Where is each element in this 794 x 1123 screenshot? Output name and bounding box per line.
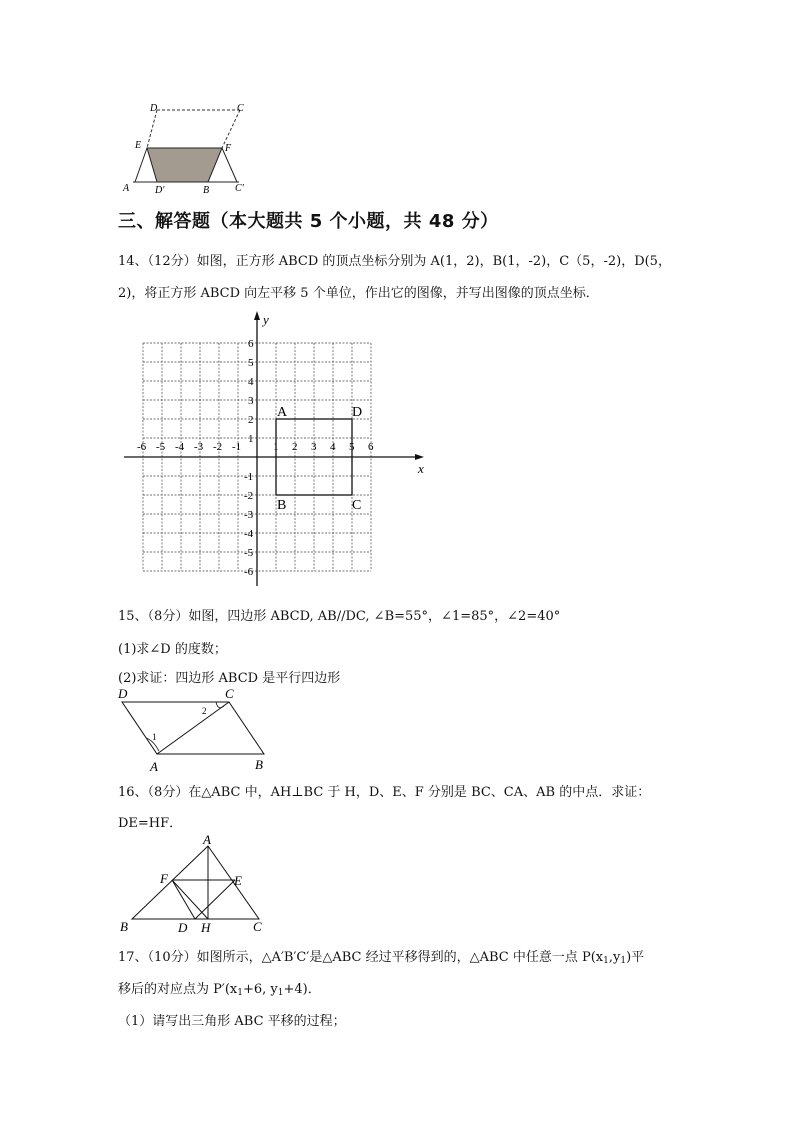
fig13-edge	[135, 148, 147, 182]
diagonal-ac	[157, 702, 229, 754]
q16-text-line1: 16、（8分）在△ABC 中，AH⊥BC 于 H，D、E、F 分别是 BC、CA、AB 的中点．求证：	[118, 785, 651, 800]
y-tick-label: -3	[244, 509, 254, 521]
q14-text-line1: 14、（12分）如图，正方形 ABCD 的顶点坐标分别为 A(1，2)，B(1，-2)，C（5，-2)，D(5，	[118, 254, 671, 269]
q16-label-c: C	[253, 919, 262, 934]
fig13-label-f: F	[225, 143, 232, 154]
point-b-label: B	[277, 498, 287, 513]
y-tick-label: -1	[244, 471, 254, 483]
segment-fd	[172, 880, 195, 919]
q16-text-line2: DE=HF．	[118, 816, 183, 831]
y-tick-label: 6	[248, 338, 254, 350]
q17-line1-subscript: 1	[620, 956, 627, 966]
q16-label-b: B	[120, 919, 128, 934]
x-axis-arrow	[415, 454, 424, 460]
q14-coordinate-grid	[120, 308, 440, 590]
q16-label-a: A	[203, 833, 211, 847]
point-c-label: C	[352, 498, 362, 513]
q15-label-d: D	[118, 686, 128, 701]
fig13-label-d-prime: D'	[155, 185, 165, 196]
x-axis-label: x	[418, 461, 424, 476]
y-axis-label: y	[263, 312, 269, 327]
x-tick-label: 5	[349, 441, 355, 453]
fig13-label-b: B	[203, 185, 210, 196]
q17-line2-part-c: +4)．	[283, 982, 321, 997]
x-tick-label: -3	[194, 441, 204, 453]
q17-text-line2	[118, 978, 321, 998]
fig13-shaded-region	[147, 148, 222, 182]
q16-label-h: H	[201, 920, 211, 935]
section-heading: 三、解答题（本大题共 5 个小题，共 48 分）	[118, 211, 499, 232]
q15-parallelogram-diagram	[112, 685, 282, 775]
q17-part1: （1）请写出三角形 ABC 平移的过程；	[118, 1014, 346, 1029]
fig13-label-e: E	[135, 140, 142, 151]
y-tick-label: -6	[244, 566, 254, 578]
q16-label-d: D	[178, 920, 188, 935]
q15-part1: (1)求∠D 的度数；	[118, 642, 227, 657]
fig13-label-d: D	[150, 103, 158, 114]
q17-text-line1	[118, 946, 644, 966]
y-tick-label: 1	[248, 433, 254, 445]
fig13-label-c-prime: C'	[235, 183, 244, 194]
x-tick-label: 2	[292, 441, 298, 453]
q16-label-e: E	[234, 873, 242, 888]
q15-part2: (2)求证：四边形 ABCD 是平行四边形	[118, 671, 341, 686]
x-tick-label: -6	[137, 441, 147, 453]
q17-line1-part-a: 17、（10分）如图所示，△A′B′C′是△ABC 经过平移得到的，△ABC 中任意一点 P(x	[118, 950, 604, 965]
y-tick-label: 4	[248, 376, 254, 388]
y-tick-label: 2	[248, 414, 254, 426]
q15-label-b: B	[255, 757, 263, 772]
x-tick-label: -1	[232, 441, 242, 453]
x-tick-label: 6	[368, 441, 374, 453]
x-tick-label: -2	[213, 441, 223, 453]
q17-line2-part-a: 移后的对应点为 P′(x	[118, 982, 238, 997]
q15-angle-2-label: 2	[202, 706, 207, 716]
x-tick-label: 3	[311, 441, 317, 453]
y-axis-arrow	[254, 311, 260, 320]
y-tick-label: 5	[248, 357, 254, 369]
y-tick-label: -5	[244, 547, 254, 559]
grid-tick-labels	[137, 338, 374, 578]
x-tick-label: -4	[175, 441, 185, 453]
q17-line2-part-b: +6, y	[242, 982, 278, 997]
fig13-label-a: A	[123, 183, 130, 194]
q17-line2-subscript: 1	[277, 988, 284, 998]
q17-line1-subscript: 1	[603, 956, 609, 966]
x-tick-label: -5	[156, 441, 166, 453]
fig13-dashed-edge	[147, 110, 157, 148]
q17-line2-subscript: 1	[237, 988, 243, 998]
angle-2-arc	[216, 702, 224, 708]
q14-text-line2: 2)，将正方形 ABCD 向左平移 5 个单位，作出它的图像，并写出图像的顶点坐标．	[118, 286, 599, 301]
y-tick-label: 3	[248, 395, 254, 407]
y-tick-label: -4	[244, 528, 254, 540]
q17-line1-part-c: )平	[626, 950, 645, 965]
q15-text-line1: 15、（8分）如图，四边形 ABCD, AB//DC, ∠B=55°，∠1=85°，∠2=40°	[118, 609, 561, 624]
q17-line1-part-b: ,y	[608, 950, 621, 965]
x-tick-label: 4	[330, 441, 336, 453]
x-tick-label: 1	[273, 441, 279, 453]
point-d-label: D	[352, 405, 363, 420]
segment-de	[195, 880, 235, 919]
q15-label-a: A	[150, 759, 158, 774]
fig13-diagram	[115, 98, 255, 198]
y-tick-label: -2	[244, 490, 254, 502]
segment-hf	[172, 880, 208, 919]
q16-triangle-diagram	[115, 833, 275, 935]
q15-label-c: C	[225, 686, 234, 701]
q16-label-f: F	[160, 871, 168, 886]
q15-angle-1-label: 1	[152, 732, 157, 742]
point-a-label: A	[277, 405, 288, 420]
fig13-label-c: C	[237, 103, 244, 114]
